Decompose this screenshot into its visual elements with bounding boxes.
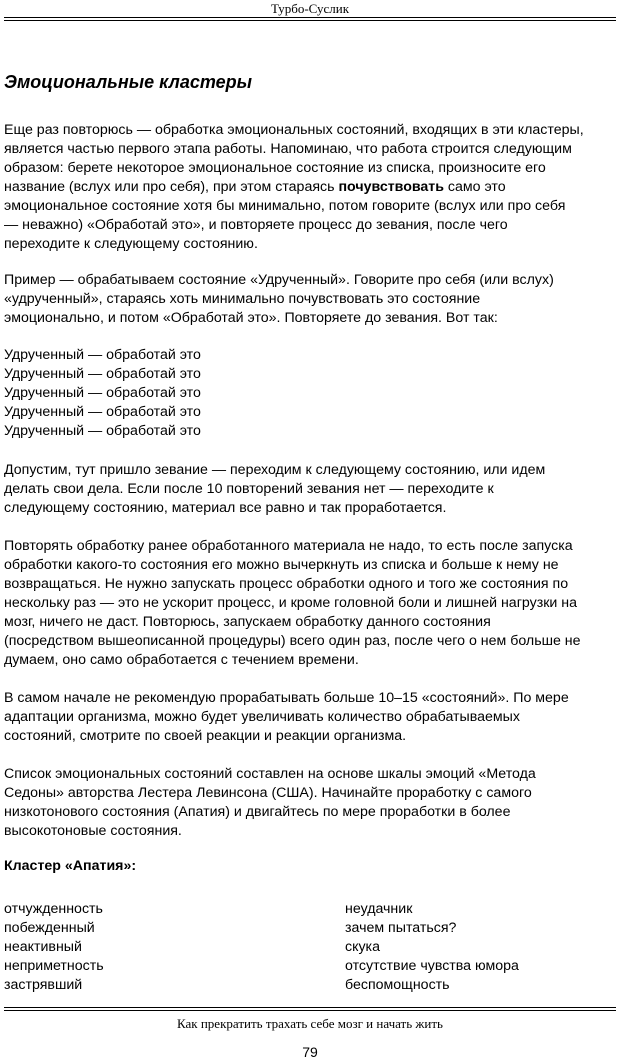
text-line: — неважно) «Обработай это», и повторяете процесс до зевания, после чего: [4, 217, 508, 233]
text-line: адаптации организма, можно будет увеличивать количество обрабатываемых: [4, 709, 520, 725]
text-line: переходите к следующему состоянию.: [4, 236, 258, 252]
list-item: отсутствие чувства юмора: [345, 958, 519, 974]
text-line: Удрученный — обработай это: [4, 366, 201, 382]
footer-rule-second: [4, 1010, 616, 1011]
text-line: делать свои дела. Если после 10 повторений зевания нет — переходите к: [4, 481, 494, 497]
text-line: состояний, смотрите по своей реакции и реакции организма.: [4, 728, 407, 744]
text-line: эмоциональное состояние хотя бы минимально, потом говорите (вслух или про себя: [4, 198, 566, 214]
text-line: Удрученный — обработай это: [4, 347, 201, 363]
cluster-list-left: [4, 900, 104, 995]
cluster-heading: Кластер «Апатия»:: [4, 858, 137, 874]
header-rule-second: [4, 20, 616, 21]
text-line: возвращаться. Не нужно запускать процесс обработки одного и того же состояния по: [4, 576, 569, 592]
text-line: обработки какого-то состояния его можно вычеркнуть из списка и больше к нему не: [4, 557, 559, 573]
running-header: Турбо-Суслик: [270, 1, 350, 16]
cluster-list-right: [345, 900, 519, 995]
page-number: 79: [302, 1044, 318, 1060]
text-fragment: само это: [443, 179, 506, 195]
text-line: Удрученный — обработай это: [4, 404, 201, 420]
paragraph-example: [4, 271, 618, 328]
list-item: неприметность: [4, 958, 104, 974]
text-line: низкотонового состояния (Апатия) и двигайтесь по мере проработки в более: [4, 804, 511, 820]
paragraph-repetition-example: [4, 346, 618, 441]
text-line: эмоционально, и потом «Обработай это». Повторяете до зевания. Вот так:: [4, 310, 498, 326]
list-item: неудачник: [345, 901, 413, 917]
list-item: застрявший: [4, 977, 83, 993]
text-line: Удрученный — обработай это: [4, 423, 201, 439]
paragraph-start-advice: [4, 689, 618, 746]
running-footer: Как прекратить трахать себе мозг и начать жить: [177, 1016, 443, 1031]
text-line: (посредством вышеописанной процедуры) всего один раз, после чего о нем больше не: [4, 633, 581, 649]
paragraph-yawning: [4, 461, 618, 518]
emphasis-word: почувствовать: [338, 179, 444, 195]
text-fragment: название (вслух или про себя), при этом стараясь: [4, 179, 339, 195]
header-rule: [4, 17, 616, 18]
text-line: Еще раз повторюсь — обработка эмоциональных состояний, входящих в эти кластеры,: [4, 122, 584, 138]
text-line: Удрученный — обработай это: [4, 385, 201, 401]
text-line: «удрученный», стараясь хоть минимально почувствовать это состояние: [4, 291, 481, 307]
text-line: высокотоновые состояния.: [4, 823, 182, 839]
text-line: Седоны» авторства Лестера Левинсона (США). Начинайте проработку с самого: [4, 785, 532, 801]
text-line: нескольку раз — это не ускорит процесс, и кроме головной боли и лишней нагрузки на: [4, 595, 577, 611]
list-item: отчужденность: [4, 901, 103, 917]
text-line: Список эмоциональных состояний составлен на основе шкалы эмоций «Метода: [4, 766, 536, 782]
text-line: Допустим, тут пришло зевание — переходим к следующему состоянию, или идем: [4, 462, 546, 478]
text-line: Пример — обрабатываем состояние «Удрученный». Говорите про себя (или вслух): [4, 272, 554, 288]
paragraph-sedona-scale: [4, 765, 618, 841]
list-item: побежденный: [4, 920, 95, 936]
text-line: Повторять обработку ранее обработанного материала не надо, то есть после запуска: [4, 538, 573, 554]
text-line: думаем, оно само обработается с течением времени.: [4, 652, 359, 668]
text-line: В самом начале не рекомендую прорабатывать больше 10–15 «состояний». По мере: [4, 690, 569, 706]
text-line: образом: берете некоторое эмоциональное состояние из списка, произносите его: [4, 160, 546, 176]
text-line: мозг, ничего не даст. Повторюсь, запускаем обработку данного состояния: [4, 614, 491, 630]
text-line-with-emphasis: [4, 178, 618, 197]
list-item: беспомощность: [345, 977, 450, 993]
list-item: скука: [345, 939, 380, 955]
paragraph-no-repeat: [4, 537, 618, 670]
text-line: следующему состоянию, материал все равно и так проработается.: [4, 500, 447, 516]
footer-rule: [4, 1007, 616, 1008]
list-item: неактивный: [4, 939, 82, 955]
list-item: зачем пытаться?: [345, 920, 457, 936]
paragraph-intro: [4, 121, 618, 254]
text-line: является частью первого этапа работы. Напоминаю, что работа строится следующим: [4, 141, 572, 157]
section-title: Эмоциональные кластеры: [4, 72, 253, 92]
